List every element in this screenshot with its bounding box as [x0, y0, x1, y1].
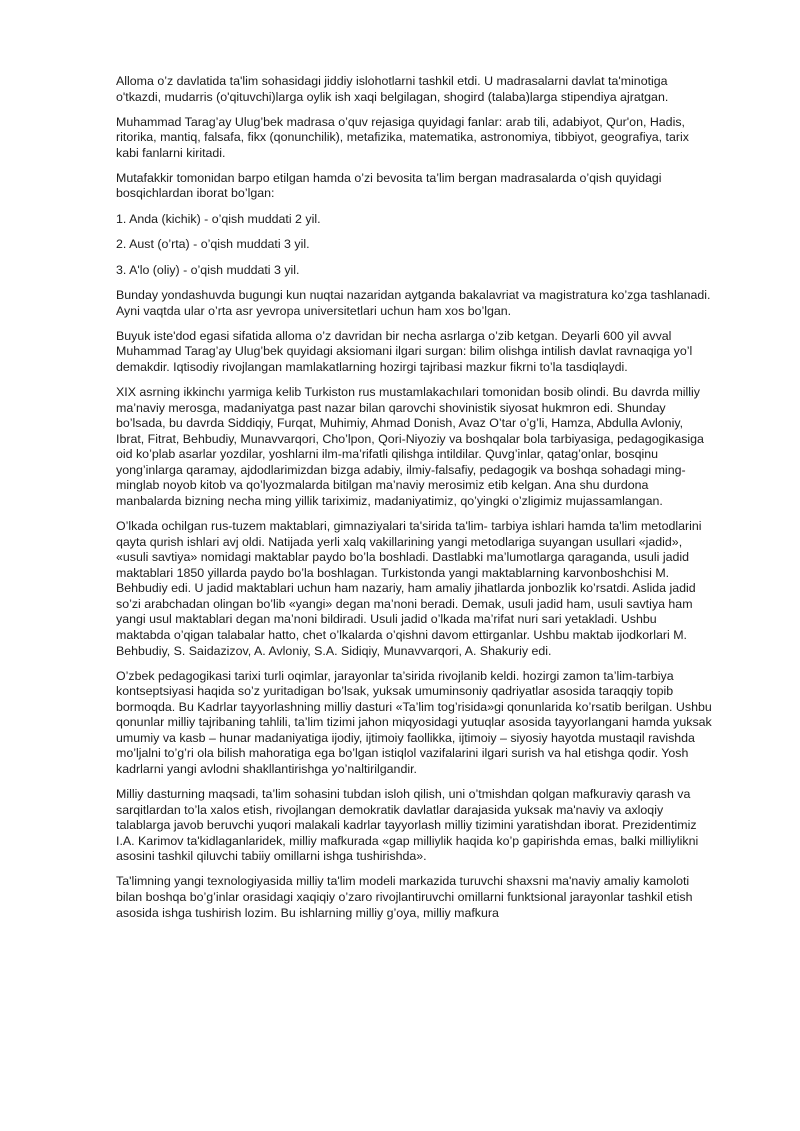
document-body [116, 74, 713, 931]
paragraph: XIX asrning ikkinchı yarmiga kelib Turkiston rus mustamlakachılari tomonidan bosib olindi. Bu davrda milliy ma’naviy merosga, madaniyatga past nazar bilan qarovchi shovinistik siyosat hukmron edi. Shunday bo’lsada, bu davrda Siddiqiy, Furqat, Muhimiy, Ahmad Donish, Avaz O’tar o’g’li, Hamza, Abdulla Avloniy, Ibrat, Fitrat, Behbudiy, Munavvarqori, Cho’lpon, Qori-Niyoziy va boshqalar bola tarbiyasiga, pedagogikasiga oid ko’plab asarlar yozdilar, yoshlarni ilm-ma’rifatli qilishga intildilar. Quvg’inlar, qatag’onlar, bosqinu yong’inlarga qaramay, ajdodlarimizdan bizga adabiy, ilmiy-falsafiy, pedagogik va boshqa sohadagi ming-minglab noyob kitob va qo’lyozmalarda bitilgan ma’naviy merosimiz etib kelgan. Ana shu durdona manbalarda bizning necha ming yillik tariximiz, madaniyatimiz, qo’yingki o’zligimiz mujassamlangan. [116, 385, 704, 508]
paragraph: Alloma o’z davlatida ta'lim sohasidagi jiddiy islohotlarni tashkil etdi. U madrasalarni davlat ta'minotiga o'tkazdi, mudarris (o'qituvchi)larga oylik ish xaqi belgilagan, shogird (talaba)larga stipendiya ajratgan. [116, 74, 669, 104]
list-item: 2. Aust (o’rta) - o’qish muddati 3 yil. [116, 237, 310, 252]
paragraph: Milliy dasturning maqsadi, ta’lim sohasini tubdan isloh qilish, uni o’tmishdan qolgan mafkuraviy qarash va sarqitlardan to’la xalos etish, rivojlangan demokratik davlatlar darajasida yuksak ma'naviy va axloqiy talablarga javob beruvchi yuqori malakali kadrlar tayyorlash milliy tizimini yaratishdan iborat. Prezidentimiz I.A. Karimov ta'kidlaganlaridek, milliy mafkurada «gap milliylik haqida ko’p gapirishda emas, balki milliylikni asosini tashkil qiluvchi tabiiy omillarni ishga tushirishda». [116, 787, 699, 864]
paragraph: Muhammad Tarag’ay Ulug’bek madrasa o’quv rejasiga quyidagi fanlar: arab tili, adabiyot, Qur'on, Hadis, ritorika, mantiq, falsafa, fikx (qonunchilik), metafizika, matematika, astronomiya, tibbiyot, geografiya, tarix kabi fanlarni kiritadi. [116, 114, 689, 160]
list-item: 1. Anda (kichik) - o’qish muddati 2 yil. [116, 211, 321, 226]
paragraph: O’lkada ochilgan rus-tuzem maktablari, gimnaziyalari ta'sirida ta'lim- tarbiya ishlari hamda ta'lim metodlarini qayta qurish ishlari avj oldi. Natijada yerli xalq vakillarining yangi metodlariga suyangan usullari «jadid», «usuli savtiya» nomidagi maktablar paydo bo’la boshladi. Dastlabki ma’lumotlarga qaraganda, usuli jadid maktablari 1850 yillarda paydo bo’la boshlagan. Turkistonda yangi maktablarning karvonboshchisi M. Behbudiy edi. U jadid maktablari uchun ham nazariy, ham amaliy jihatlarda jonbozlik ko’rsatdi. Aslida jadid so’zi arabchadan olingan bo’lib «yangi» degan ma’noni beradi. Demak, usuli jadid ham, usuli savtiya ham yangi usul maktablari degan ma’noni bildiradi. Usuli jadid o’lkada ma’rifat nuri sari yetakladi. Ushbu maktabda o’qigan talabalar hatto, chet o’lkalarda o’qishni davom ettirganlar. Ushbu maktab ijodkorlari M. Behbudiy, S. Saidazizov, A. Avloniy, S.A. Sidiqiy, Munavvarqori, A. Shakuriy edi. [116, 519, 702, 658]
paragraph: Ta'limning yangi texnologiyasida milliy ta'lim modeli markazida turuvchi shaxsni ma'naviy amaliy kamoloti bilan boshqa bo’g’inlar orasidagi xaqiqiy o’zaro rivojlantiruvchi omillarni funktsional jarayonlar tashkil etish asosida ishga tushirish lozim. Bu ishlarning milliy g’oya, milliy mafkura [116, 874, 693, 920]
paragraph: Bunday yondashuvda bugungi kun nuqtai nazaridan aytganda bakalavriat va magistratura ko’zga tashlanadi. Ayni vaqtda ular o’rta asr yevropa universitetlari uchun ham xos bo’lgan. [116, 288, 711, 318]
paragraph: O’zbek pedagogikasi tarixi turli oqimlar, jarayonlar ta’sirida rivojlanib keldi. hozirgi zamon ta’lim-tarbiya kontseptsiyasi haqida so’z yuritadigan bo’lsak, yuksak umuminsoniy qadriyatlar asosida taraqqiy topib bormoqda. Bu Kadrlar tayyorlashning milliy dasturi «Ta’lim tog’risida»gi qonunlarida ko’rsatib berilgan. Ushbu qonunlar milliy tajribaning tahlili, ta’lim tizimi jahon miqyosidagi yutuqlar asosida tayyorlangani hamda yuksak umumiy va kasb – hunar madaniyatiga ijodiy, ijtimoiy faollikka, ijtimoiy – siyosiy hayotda mustaqil ravishda mo’ljalni to’g’ri ola bilish mahoratiga ega bo’lgan istiqlol vazifalarini ilgari surish va hal etishga qodir. Yosh kadrlarni yangi avlodni shakllantirishga yo’naltirilgandir. [116, 668, 712, 776]
list-item: 3. A'lo (oliy) - o’qish muddati 3 yil. [116, 262, 300, 277]
paragraph: Mutafakkir tomonidan barpo etilgan hamda o’zi bevosita ta’lim bergan madrasalarda o’qish quyidagi bosqichlardan iborat bo’lgan: [116, 170, 662, 201]
paragraph: Buyuk iste'dod egasi sifatida alloma o’z davridan bir necha asrlarga o’zib ketgan. Deyarli 600 yil avval Muhammad Tarag’ay Ulug’bek quyidagi aksiomani ilgari surgan: bilim olishga intilish davlat ravnaqiga yo’l demakdir. Iqtisodiy rivojlangan mamlakatlarning hozirgi tajribasi mazkur fikrni to’la tasdiqlaydi. [116, 328, 693, 375]
